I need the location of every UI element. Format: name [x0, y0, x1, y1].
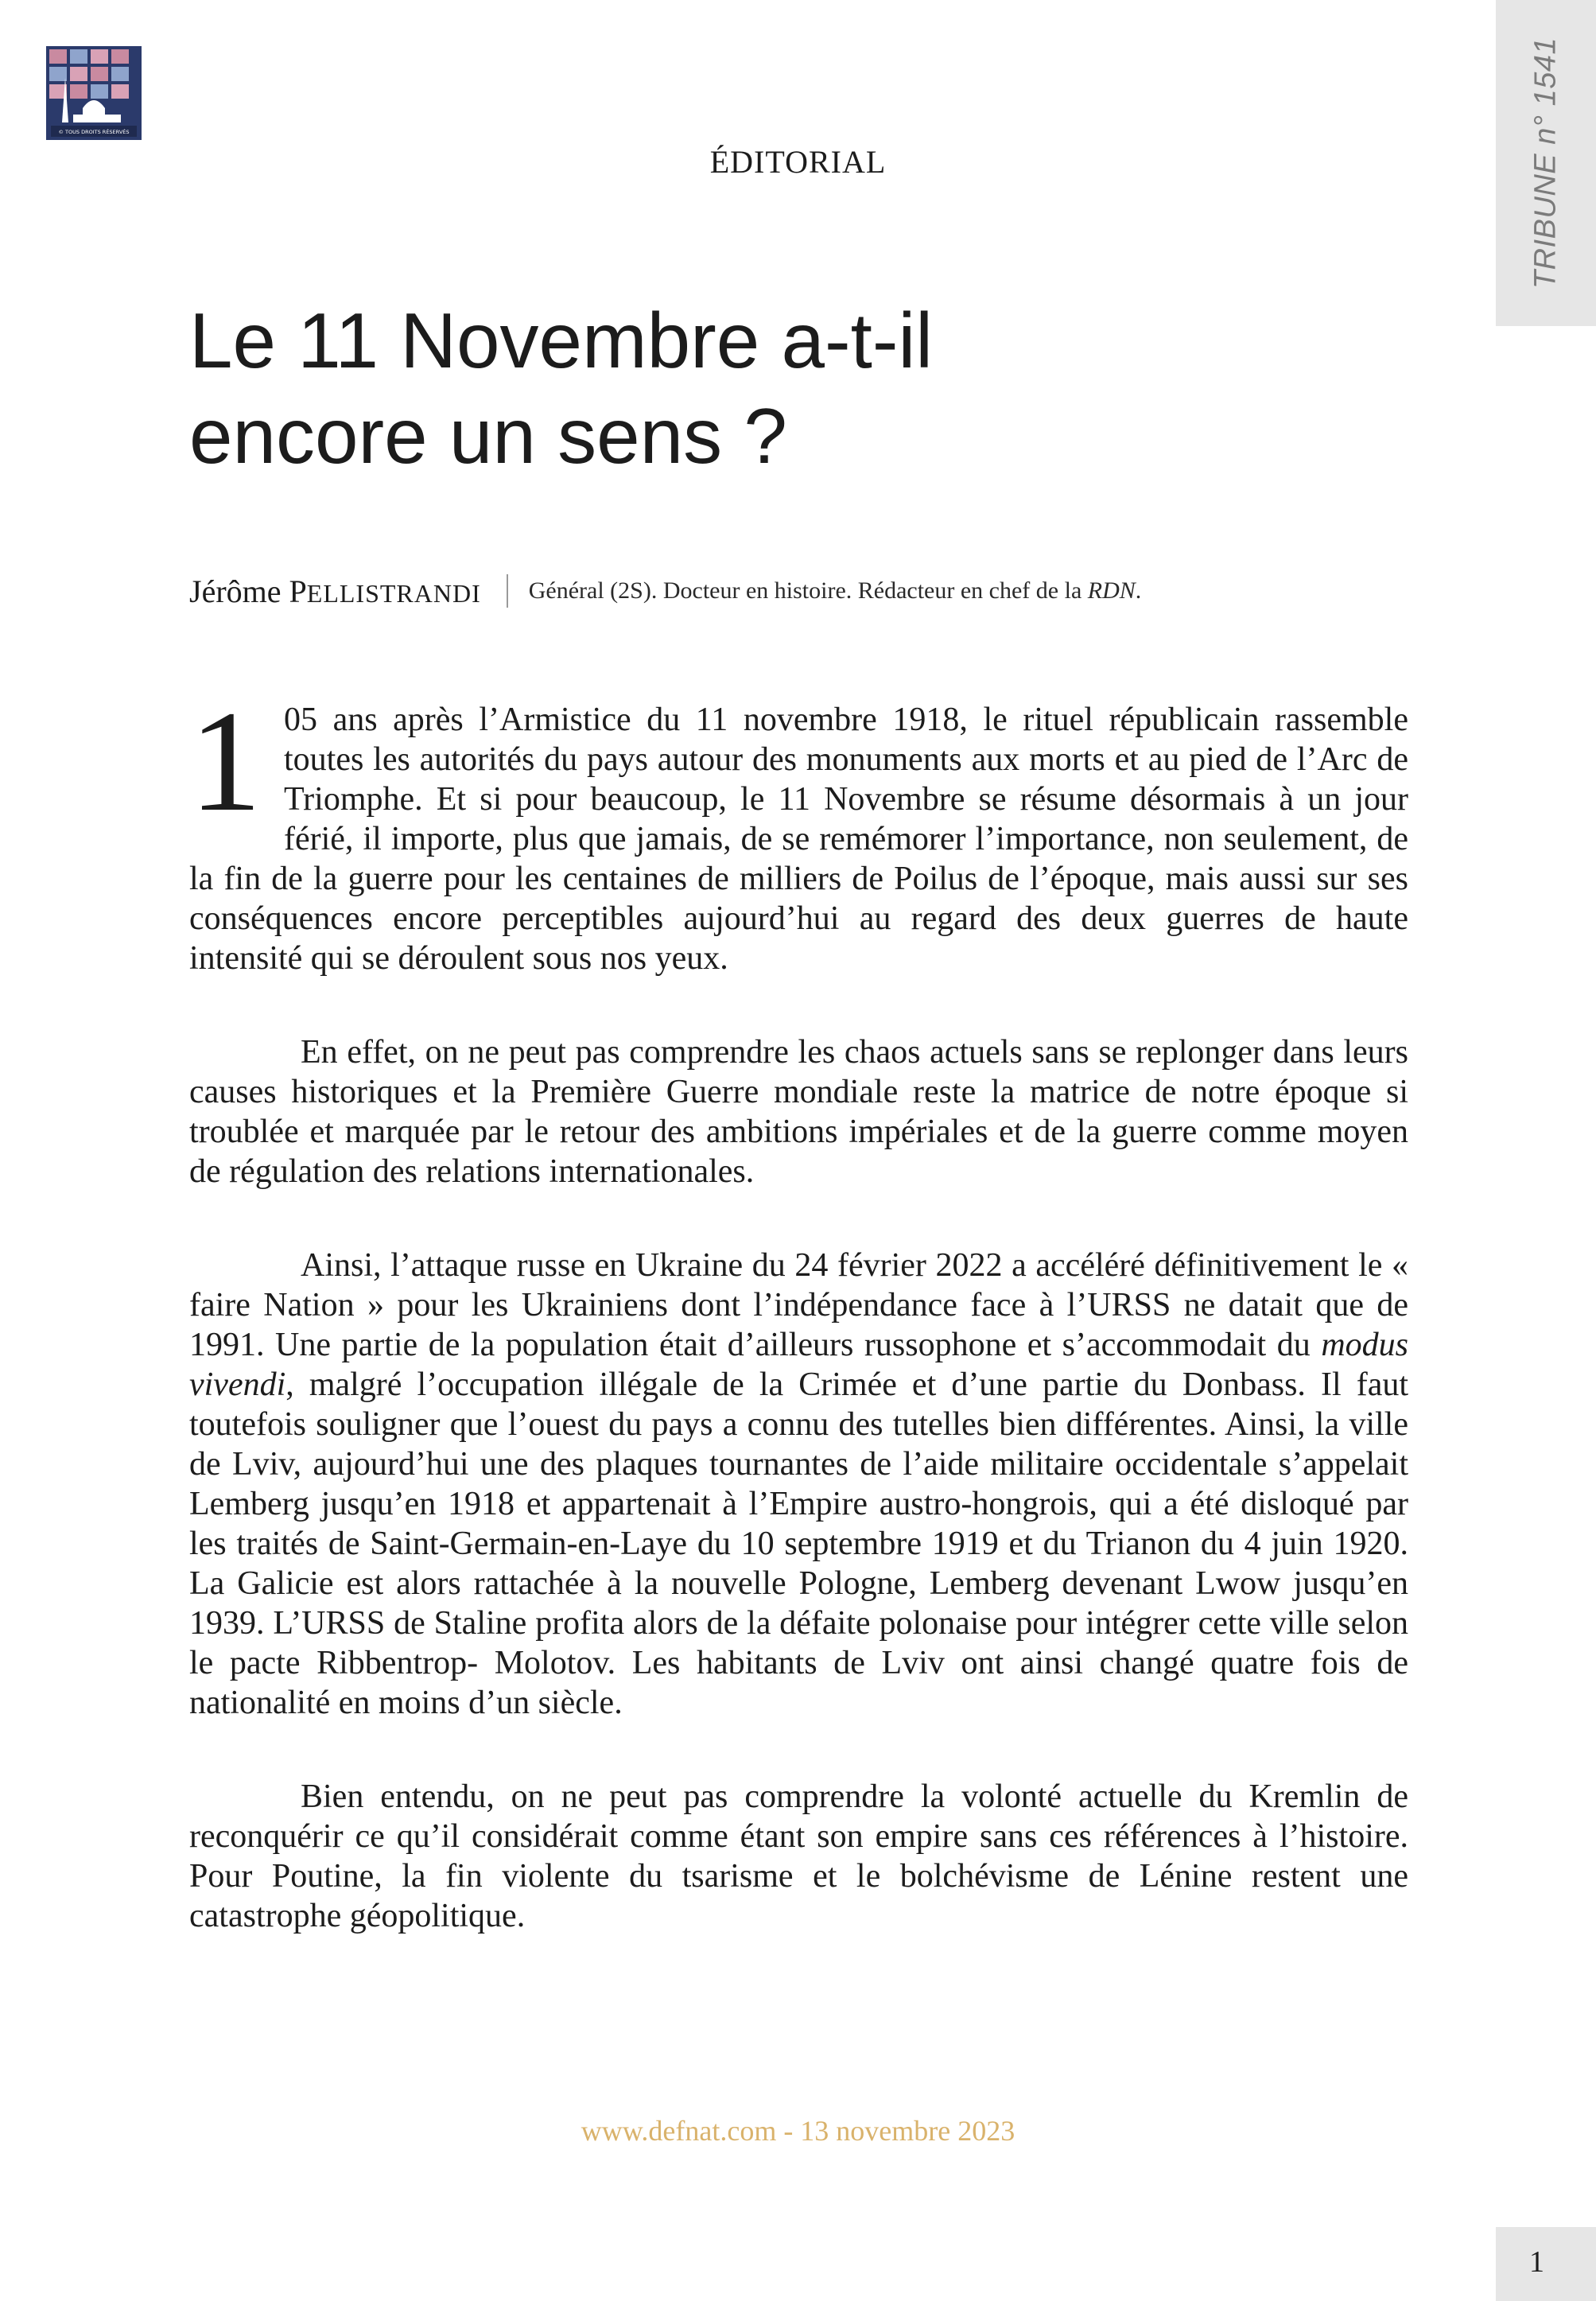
paragraph-1: [189, 682, 1408, 978]
author-credentials: [529, 577, 1142, 604]
article-body: [189, 682, 1408, 1990]
author-surname: ELLISTRANDI: [306, 578, 481, 608]
title-line-2: encore un sens ?: [189, 392, 787, 480]
author-name: [189, 573, 481, 610]
section-label: ÉDITORIAL: [709, 144, 887, 180]
paragraph-3: [189, 1246, 1408, 1723]
tribune-number: TRIBUNE n° 1541: [1528, 37, 1563, 290]
rdn-logo: [46, 46, 142, 140]
paragraph-3-text-b: , malgré l’occupation illégale de la Crimée et d’une partie du Donbass. Il faut toutefois souligner que l’ouest du pays a connu des tutelles bien différentes. Ainsi, la ville de Lviv, aujourd’hui une des plaques tournantes de l’aide militaire occidentale s’appelait Lemberg jusqu’en 1918 et appartenait à l’Empire austro-hongrois, qui a été disloqué par les traités de Saint-Germain-en-Laye du 10 septembre 1919 et du Trianon du 4 juin 1920. La Galicie est alors rattachée à la nouvelle Pologne, Lemberg devenant Lwow jusqu’en 1939. L’URSS de Staline profita alors de la défaite polonaise pour intégrer cette ville selon le pacte Ribbentrop- Molotov. Les habitants de Lviv ont ainsi changé quatre fois de nationalité en moins d’un siècle.: [189, 1366, 1408, 1721]
article-title: [189, 293, 1303, 484]
paragraph-1-text: 05 ans après l’Armistice du 11 novembre 1918, le rituel républicain rassemble toutes les autorités du pays autour des monuments aux morts et au pied de l’Arc de Triomphe. Et si pour beaucoup, le 11 Novembre se résume désormais à un jour férié, il importe, plus que jamais, de se remémorer l’importance, non seulement, de la fin de la guerre pour les centaines de milliers de Poilus de l’époque, mais aussi sur ses conséquences encore perceptibles aujourd’hui au regard des deux guerres de haute intensité qui se déroulent sous nos yeux.: [189, 702, 1408, 977]
journal-name: RDN: [1087, 577, 1136, 604]
author-initial: P: [289, 573, 307, 609]
credentials-text: Général (2S). Docteur en histoire. Rédacteur en chef de la: [528, 577, 1088, 604]
logo-caption: © TOUS DROITS RÉSERVÉS: [58, 129, 130, 135]
footer-url-date: www.defnat.com - 13 novembre 2023: [581, 2115, 1015, 2147]
page-number: 1: [1529, 2245, 1544, 2279]
drop-cap: 1: [189, 682, 262, 841]
credentials-suffix: .: [1135, 577, 1142, 604]
byline: [189, 571, 1141, 611]
paragraph-3-italic: modus vivendi: [189, 1327, 1408, 1403]
paragraph-4: Bien entendu, on ne peut pas comprendre la volonté actuelle du Kremlin de reconquérir ce qu’il considérait comme étant son empire sans ces références à l’histoire. Pour Poutine, la fin violente du tsarisme et le bolchévisme de Lénine restent une catastrophe géopolitique.: [189, 1778, 1408, 1934]
rdn-logo-graphic: [46, 46, 142, 140]
paragraph-3-text-a: Ainsi, l’attaque russe en Ukraine du 24 février 2022 a accéléré définitivement le « faire Nation » pour les Ukrainiens dont l’indépendance face à l’URSS ne datait que de 1991. Une partie de la population était d’ailleurs russophone et s’accommodait du: [189, 1247, 1408, 1363]
paragraph-2: En effet, on ne peut pas comprendre les chaos actuels sans se replonger dans leurs causes historiques et la Première Guerre mondiale reste la matrice de notre époque si troublée et marquée par le retour des ambitions impériales et de la guerre comme moyen de régulation des relations internationales.: [189, 1034, 1408, 1190]
byline-divider: [507, 574, 508, 608]
page-number-tab: [1496, 2227, 1596, 2301]
author-first-name: Jérôme: [189, 573, 282, 609]
title-line-1: Le 11 Novembre a-t-il: [189, 297, 934, 384]
